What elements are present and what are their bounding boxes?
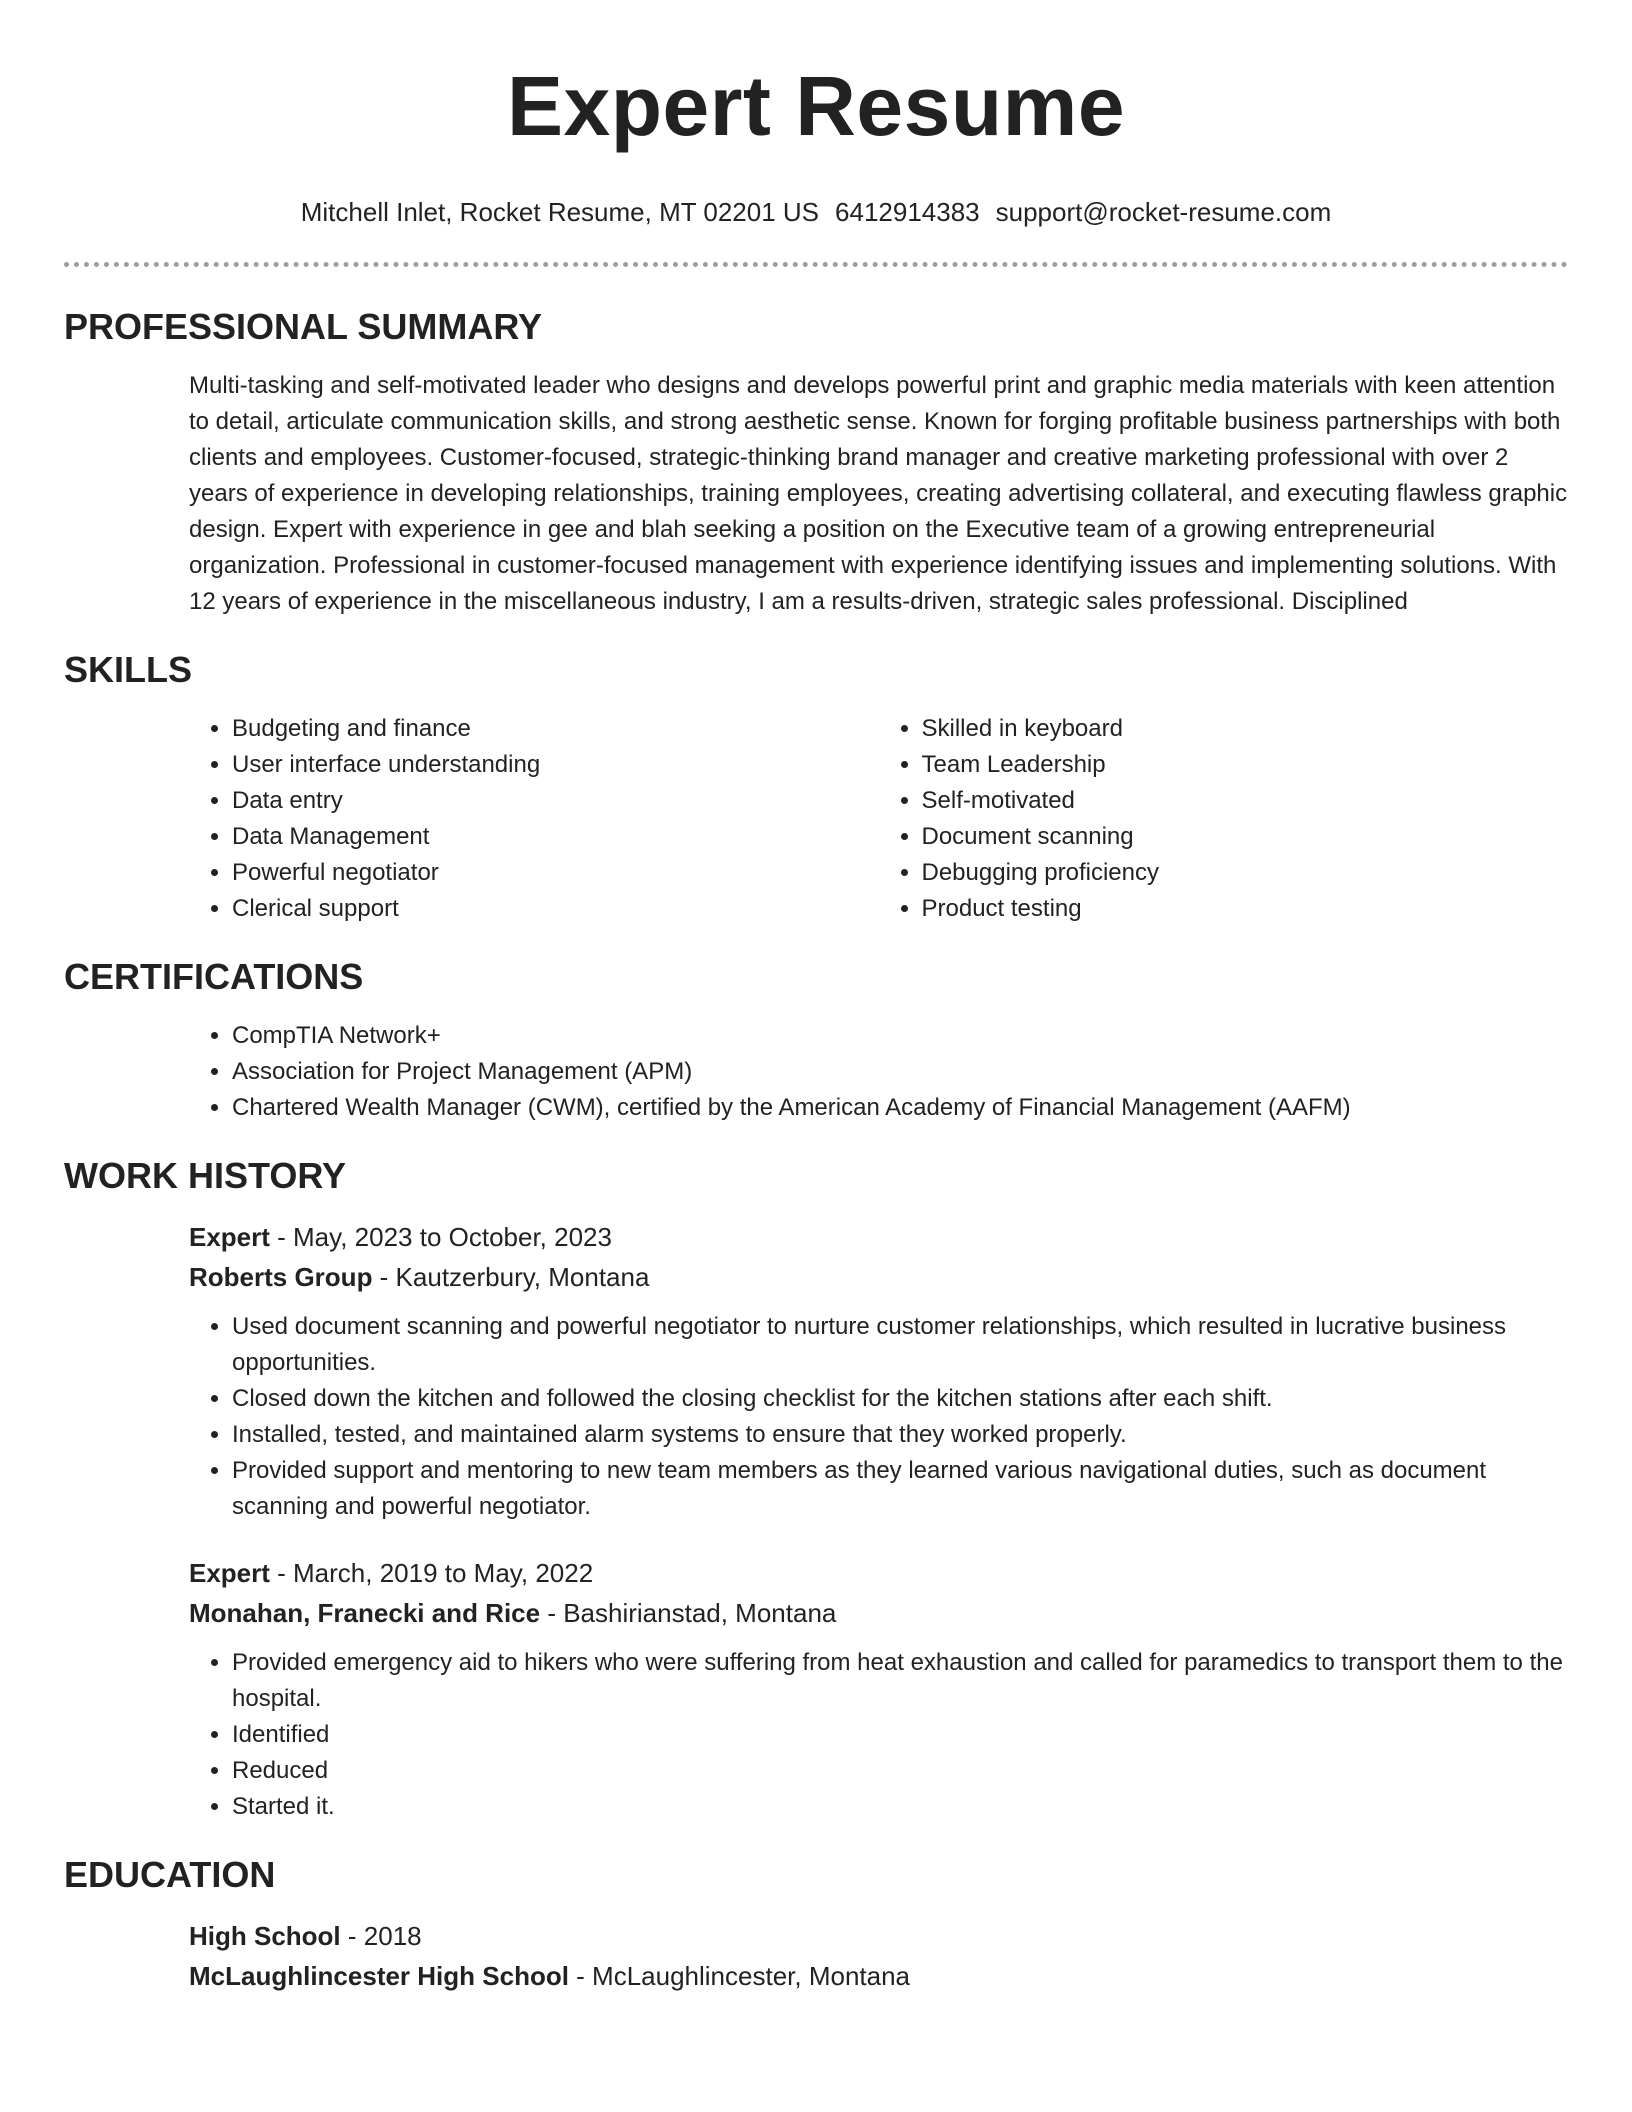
job-bullet: • Started it. bbox=[232, 1789, 1568, 1825]
skills-list-right bbox=[879, 711, 1569, 927]
job-bullet: • Identified bbox=[232, 1717, 1568, 1753]
summary-title: PROFESSIONAL SUMMARY bbox=[64, 306, 543, 347]
education-school: McLaughlincester High School bbox=[189, 1961, 569, 1991]
skill-item: • User interface understanding bbox=[232, 747, 879, 783]
skills-section bbox=[64, 648, 1568, 927]
education-degree-line bbox=[189, 1916, 1568, 1956]
certifications-title: CERTIFICATIONS bbox=[64, 956, 364, 997]
job-bullet: • Used document scanning and powerful negotiator to nurture customer relationships, which resulted in lucrative business opportunities. bbox=[232, 1309, 1568, 1381]
job-role: Expert bbox=[189, 1558, 270, 1588]
skill-item: • Self-motivated bbox=[922, 783, 1569, 819]
skill-item: • Clerical support bbox=[232, 891, 879, 927]
skills-title: SKILLS bbox=[64, 649, 193, 690]
contact-line bbox=[64, 196, 1568, 228]
education-degree: High School bbox=[189, 1921, 341, 1951]
certifications-list bbox=[189, 1018, 1568, 1126]
job-title-line bbox=[189, 1217, 1568, 1257]
job-entry bbox=[189, 1217, 1568, 1525]
job-title-line bbox=[189, 1553, 1568, 1593]
work-history-section bbox=[64, 1154, 1568, 1825]
job-bullet: • Provided support and mentoring to new team members as they learned various navigational duties, such as document scanning and powerful negotiator. bbox=[232, 1453, 1568, 1525]
job-bullet: • Installed, tested, and maintained alarm systems to ensure that they worked properly. bbox=[232, 1417, 1568, 1453]
certification-item: • CompTIA Network+ bbox=[232, 1018, 1568, 1054]
job-company-line bbox=[189, 1593, 1568, 1633]
summary-section bbox=[64, 305, 1568, 620]
job-bullet: • Provided emergency aid to hikers who were suffering from heat exhaustion and called for paramedics to transport them to the hospital. bbox=[232, 1645, 1568, 1717]
skill-item: • Powerful negotiator bbox=[232, 855, 879, 891]
job-company-line bbox=[189, 1257, 1568, 1297]
work-history-title: WORK HISTORY bbox=[64, 1155, 347, 1196]
job-bullets bbox=[189, 1309, 1568, 1525]
skills-list-left bbox=[189, 711, 879, 927]
header-divider bbox=[64, 262, 1568, 267]
job-dates: - March, 2019 to May, 2022 bbox=[269, 1558, 594, 1588]
skill-item: • Debugging proficiency bbox=[922, 855, 1569, 891]
skills-grid bbox=[189, 711, 1568, 927]
job-location: - Kautzerbury, Montana bbox=[372, 1262, 650, 1292]
education-title: EDUCATION bbox=[64, 1854, 276, 1895]
skill-item: • Team Leadership bbox=[922, 747, 1569, 783]
skill-item: • Data entry bbox=[232, 783, 879, 819]
education-location: - McLaughlincester, Montana bbox=[568, 1961, 911, 1991]
skill-item: • Skilled in keyboard bbox=[922, 711, 1569, 747]
job-dates: - May, 2023 to October, 2023 bbox=[269, 1222, 612, 1252]
education-entry bbox=[189, 1916, 1568, 1996]
certification-item: • Chartered Wealth Manager (CWM), certified by the American Academy of Financial Management (AAFM) bbox=[232, 1090, 1568, 1126]
skill-item: • Data Management bbox=[232, 819, 879, 855]
contact-email: support@rocket-resume.com bbox=[995, 197, 1332, 227]
skill-item: • Document scanning bbox=[922, 819, 1569, 855]
job-location: - Bashirianstad, Montana bbox=[540, 1598, 837, 1628]
job-bullets bbox=[189, 1645, 1568, 1825]
skill-item: • Budgeting and finance bbox=[232, 711, 879, 747]
resume-name: Expert Resume bbox=[506, 59, 1126, 153]
education-school-line bbox=[189, 1956, 1568, 1996]
job-company: Monahan, Franecki and Rice bbox=[189, 1598, 541, 1628]
job-entry bbox=[189, 1553, 1568, 1825]
contact-address: Mitchell Inlet, Rocket Resume, MT 02201 US bbox=[300, 197, 820, 227]
summary-text: Multi-tasking and self-motivated leader who designs and develops powerful print and graphic media materials with keen attention to detail, articulate communication skills, and strong aesthetic sense. Known for forging profitable business partnerships with both clients and employees. Customer-focused, strategic-thinking brand manager and creative marketing professional with over 2 years of experience in developing relationships, training employees, creating advertising collateral, and executing flawless graphic design. Expert with experience in gee and blah seeking a position on the Executive team of a growing entrepreneurial organization. Professional in customer-focused management with experience identifying issues and implementing solutions. With 12 years of experience in the miscellaneous industry, I am a results-driven, strategic sales professional. Disciplined bbox=[189, 372, 1568, 615]
certifications-section bbox=[64, 955, 1568, 1126]
job-bullet: • Reduced bbox=[232, 1753, 1568, 1789]
education-section bbox=[64, 1853, 1568, 1996]
job-bullet: • Closed down the kitchen and followed the closing checklist for the kitchen stations after each shift. bbox=[232, 1381, 1568, 1417]
contact-phone: 6412914383 bbox=[835, 197, 980, 227]
job-role: Expert bbox=[189, 1222, 270, 1252]
certification-item: • Association for Project Management (APM) bbox=[232, 1054, 1568, 1090]
job-company: Roberts Group bbox=[189, 1262, 373, 1292]
education-year: - 2018 bbox=[340, 1921, 422, 1951]
skill-item: • Product testing bbox=[922, 891, 1569, 927]
